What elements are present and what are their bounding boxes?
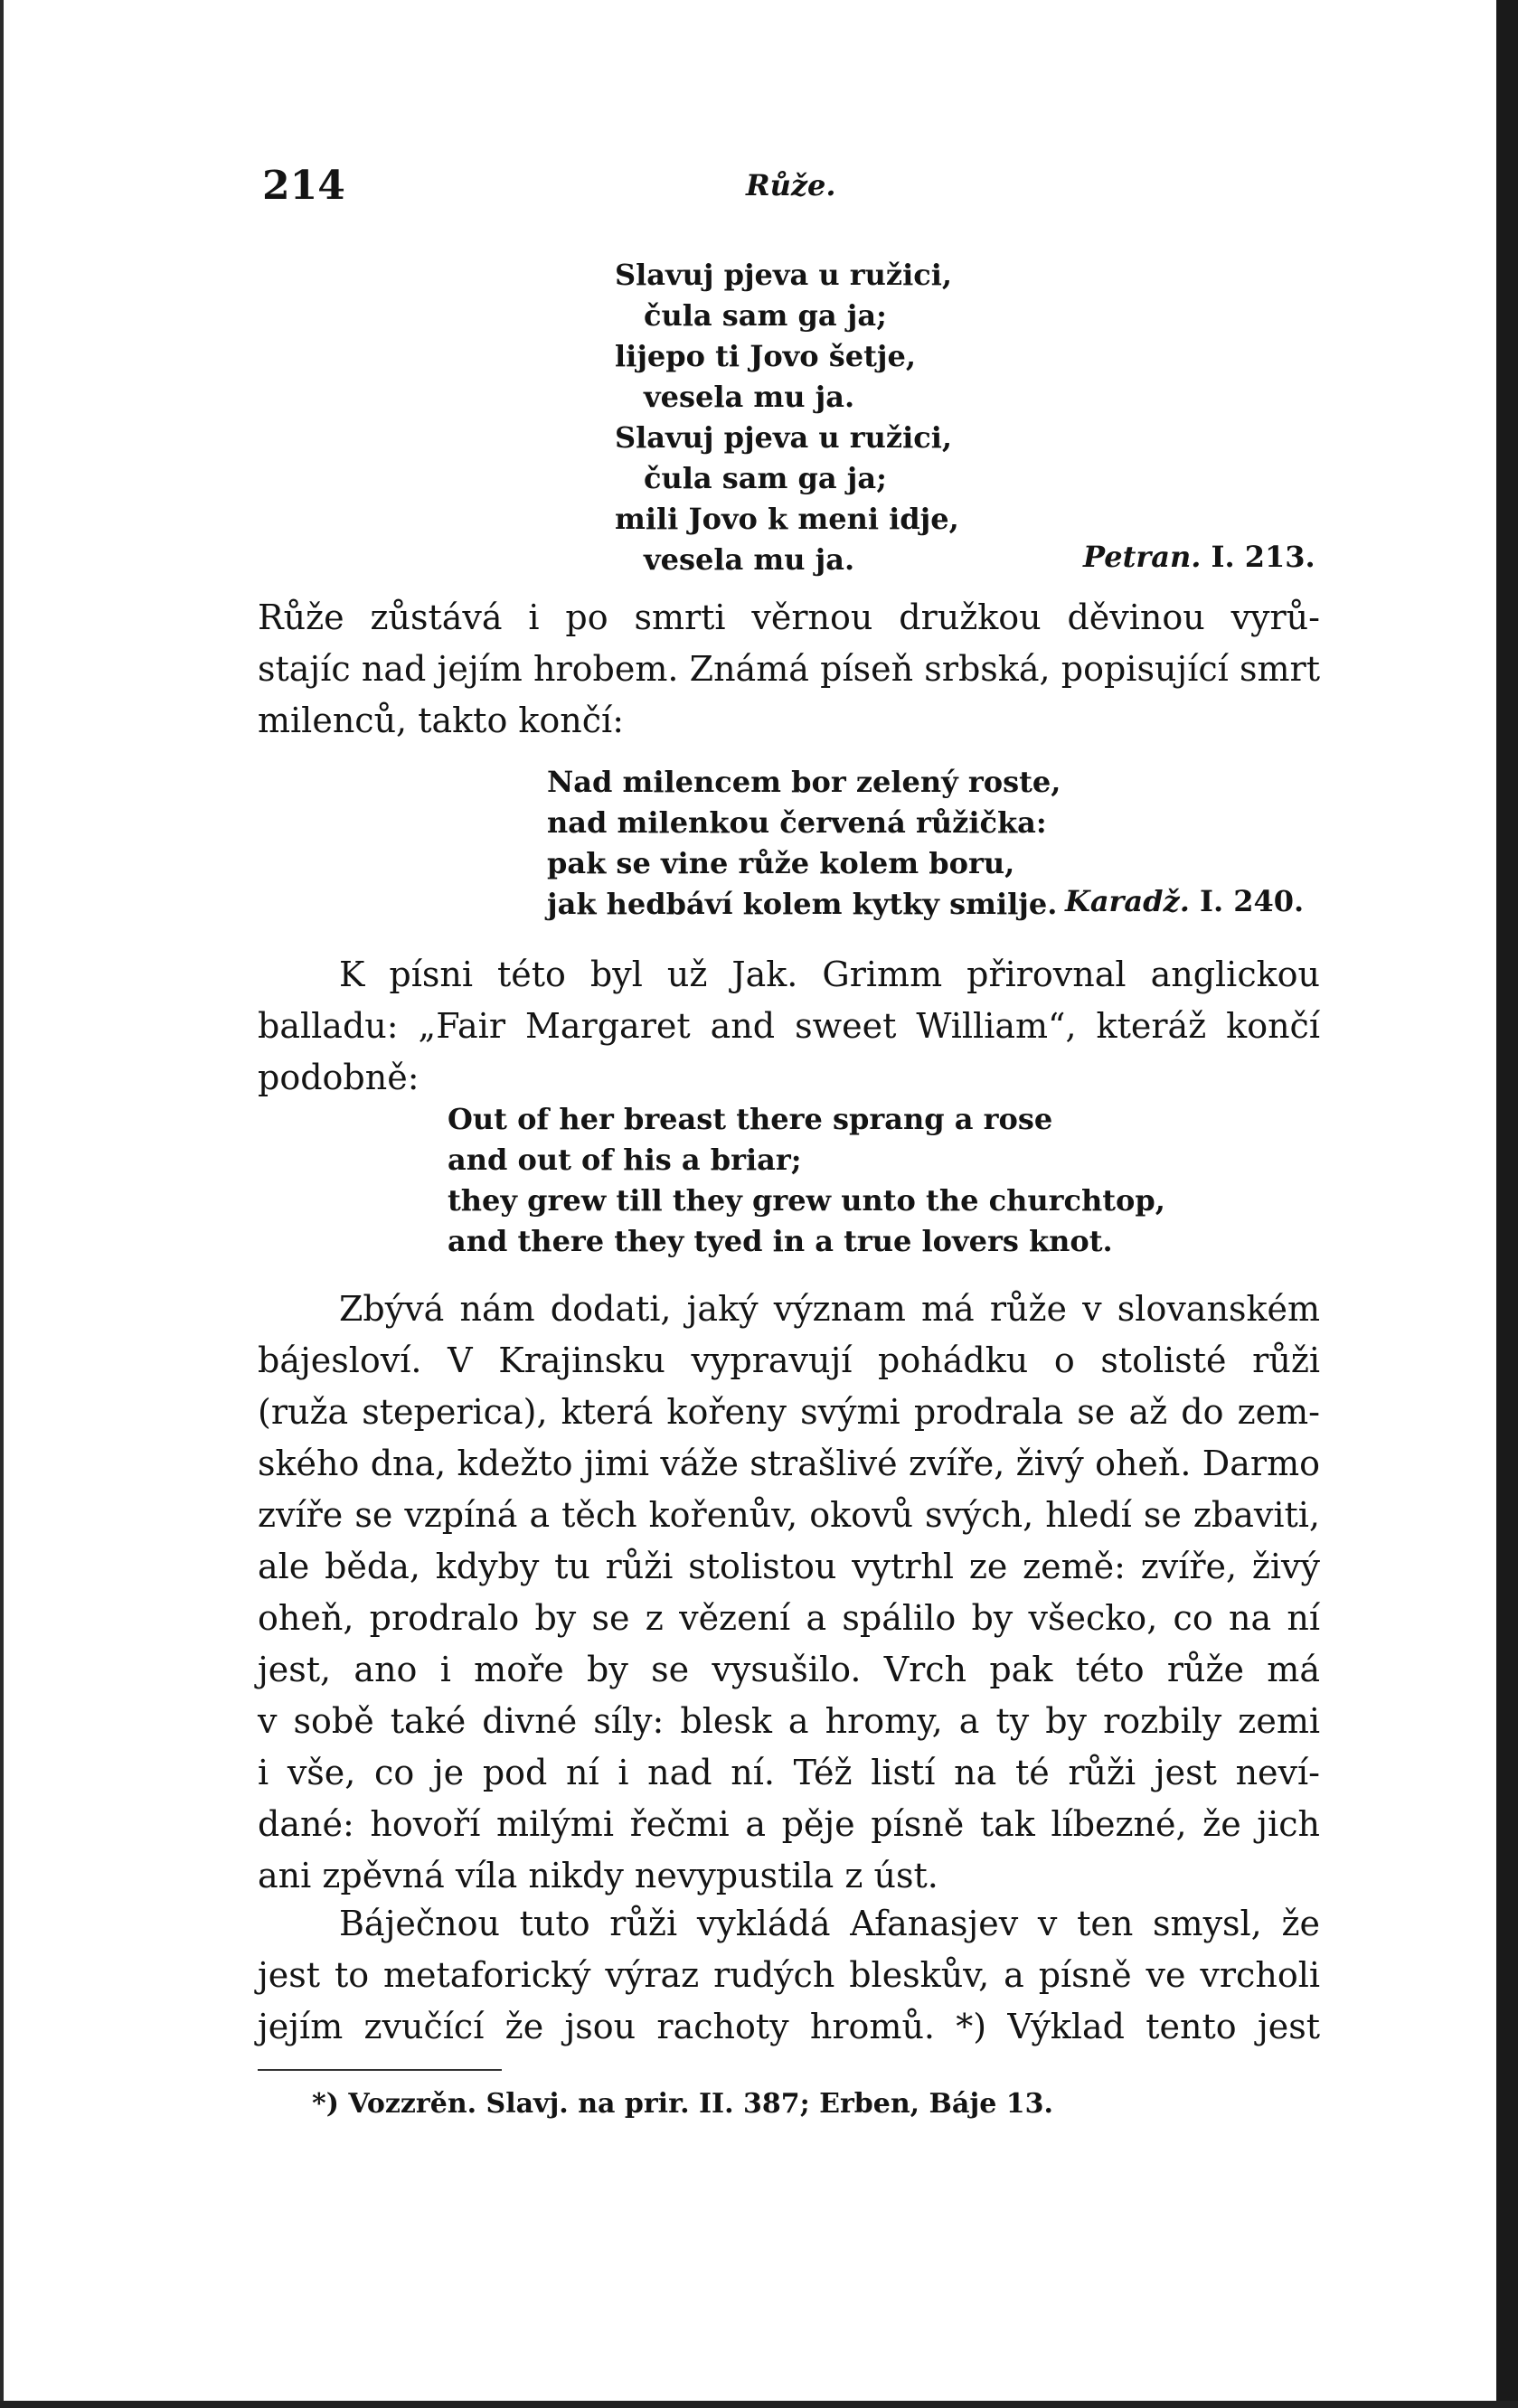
running-title: Růže. <box>746 168 836 202</box>
citation-source: Karadž. <box>1065 884 1190 918</box>
scan-border-bottom <box>0 2401 1518 2408</box>
verse-line: Out of her breast there sprang a rose <box>448 1102 1053 1136</box>
citation-ref: I. 213. <box>1211 540 1315 574</box>
verse-line: and there they tyed in a true lovers knot. <box>448 1224 1113 1258</box>
text-line: podobně: <box>258 1058 420 1097</box>
paragraph-afanasjev <box>258 1898 1320 2053</box>
citation-petran <box>1083 540 1315 574</box>
text-line: jest, ano i moře by se vysušilo. Vrch pak této růže má <box>258 1650 1320 1689</box>
paragraph-grimm-ballad <box>258 949 1320 1104</box>
text-line: Báječnou tuto růži vykládá Afanasjev v ten smysl, že <box>339 1904 1320 1943</box>
text-line: dané: hovoří milými řečmi a pěje písně tak líbezné, že jich <box>258 1804 1320 1844</box>
verse-line: pak se vine růže kolem boru, <box>547 846 1015 880</box>
verse-line: vesela mu ja. <box>644 380 855 414</box>
text-line: stajíc nad jejím hrobem. Známá píseň srbská, popisující smrt <box>258 649 1320 689</box>
citation-karadz <box>1065 884 1304 918</box>
text-line: bájesloví. V Krajinsku vypravují pohádku o stolisté růži <box>258 1340 1320 1380</box>
text-line: balladu: „Fair Margaret and sweet William“, kteráž končí <box>258 1006 1320 1046</box>
text-line: (ruža steperica), která kořeny svými prodrala se až do zem- <box>258 1392 1320 1432</box>
text-line: i vše, co je pod ní i nad ní. Též listí na té růži jest neví- <box>258 1753 1320 1792</box>
text-line: ani zpěvná víla nikdy nevypustila z úst. <box>258 1856 938 1895</box>
citation-source: Petran. <box>1083 540 1202 574</box>
text-line: jest to metaforický výraz rudých bleskův, a písně ve vrcholi <box>258 1955 1320 1995</box>
text-line: jejím zvučící že jsou rachoty hromů. *) Výklad tento jest <box>258 2007 1320 2046</box>
text-line: oheň, prodralo by se z vězení a spálilo by všecko, co na ní <box>258 1598 1320 1638</box>
verse-serbian-nightingale <box>615 255 959 580</box>
text-line: zvíře se vzpíná a těch kořenův, okovů svých, hledí se zbaviti, <box>258 1495 1320 1535</box>
text-line: v sobě také divné síly: blesk a hromy, a ty by rozbily zemi <box>258 1701 1320 1741</box>
text-line: Růže zůstává i po smrti věrnou družkou děvinou vyrů- <box>258 597 1320 637</box>
text-line: ale běda, kdyby tu růži stolistou vytrhl ze země: zvíře, živý <box>258 1547 1320 1586</box>
text-line: Zbývá nám dodati, jaký význam má růže v slovanském <box>339 1289 1320 1329</box>
paragraph-mythology <box>258 1284 1320 1902</box>
text-line: K písni této byl už Jak. Grimm přirovnal anglickou <box>339 955 1320 994</box>
verse-line: lijepo ti Jovo šetje, <box>615 339 916 373</box>
footnote: *) Vozzrěn. Slavj. na prir. II. 387; Erben, Báje 13. <box>312 2088 1053 2120</box>
verse-line: Nad milencem bor zelený roste, <box>547 765 1061 799</box>
verse-line: čula sam ga ja; <box>644 298 887 333</box>
verse-line: Slavuj pjeva u ružici, <box>615 420 952 455</box>
verse-line: jak hedbáví kolem kytky smilje. <box>547 887 1058 921</box>
scan-border-right <box>1496 0 1518 2408</box>
verse-line: and out of his a briar; <box>448 1143 802 1177</box>
verse-line: Slavuj pjeva u ružici, <box>615 258 952 292</box>
verse-serbian-lovers <box>547 762 1061 925</box>
text-line: milenců, takto končí: <box>258 701 625 740</box>
verse-line: they grew till they grew unto the churchtop, <box>448 1183 1165 1218</box>
verse-line: čula sam ga ja; <box>644 461 887 495</box>
page-number: 214 <box>262 163 345 209</box>
verse-line: vesela mu ja. <box>644 542 855 577</box>
text-line: ského dna, kdežto jimi váže strašlivé zvíře, živý oheň. Darmo <box>258 1444 1320 1483</box>
verse-english-ballad <box>448 1099 1165 1262</box>
paragraph-rose-after-death <box>258 592 1320 747</box>
verse-line: nad milenkou červená růžička: <box>547 805 1047 840</box>
scan-border-left <box>0 0 4 2408</box>
verse-line: mili Jovo k meni idje, <box>615 502 959 536</box>
citation-ref: I. 240. <box>1199 884 1305 918</box>
footnote-rule <box>258 2069 502 2071</box>
